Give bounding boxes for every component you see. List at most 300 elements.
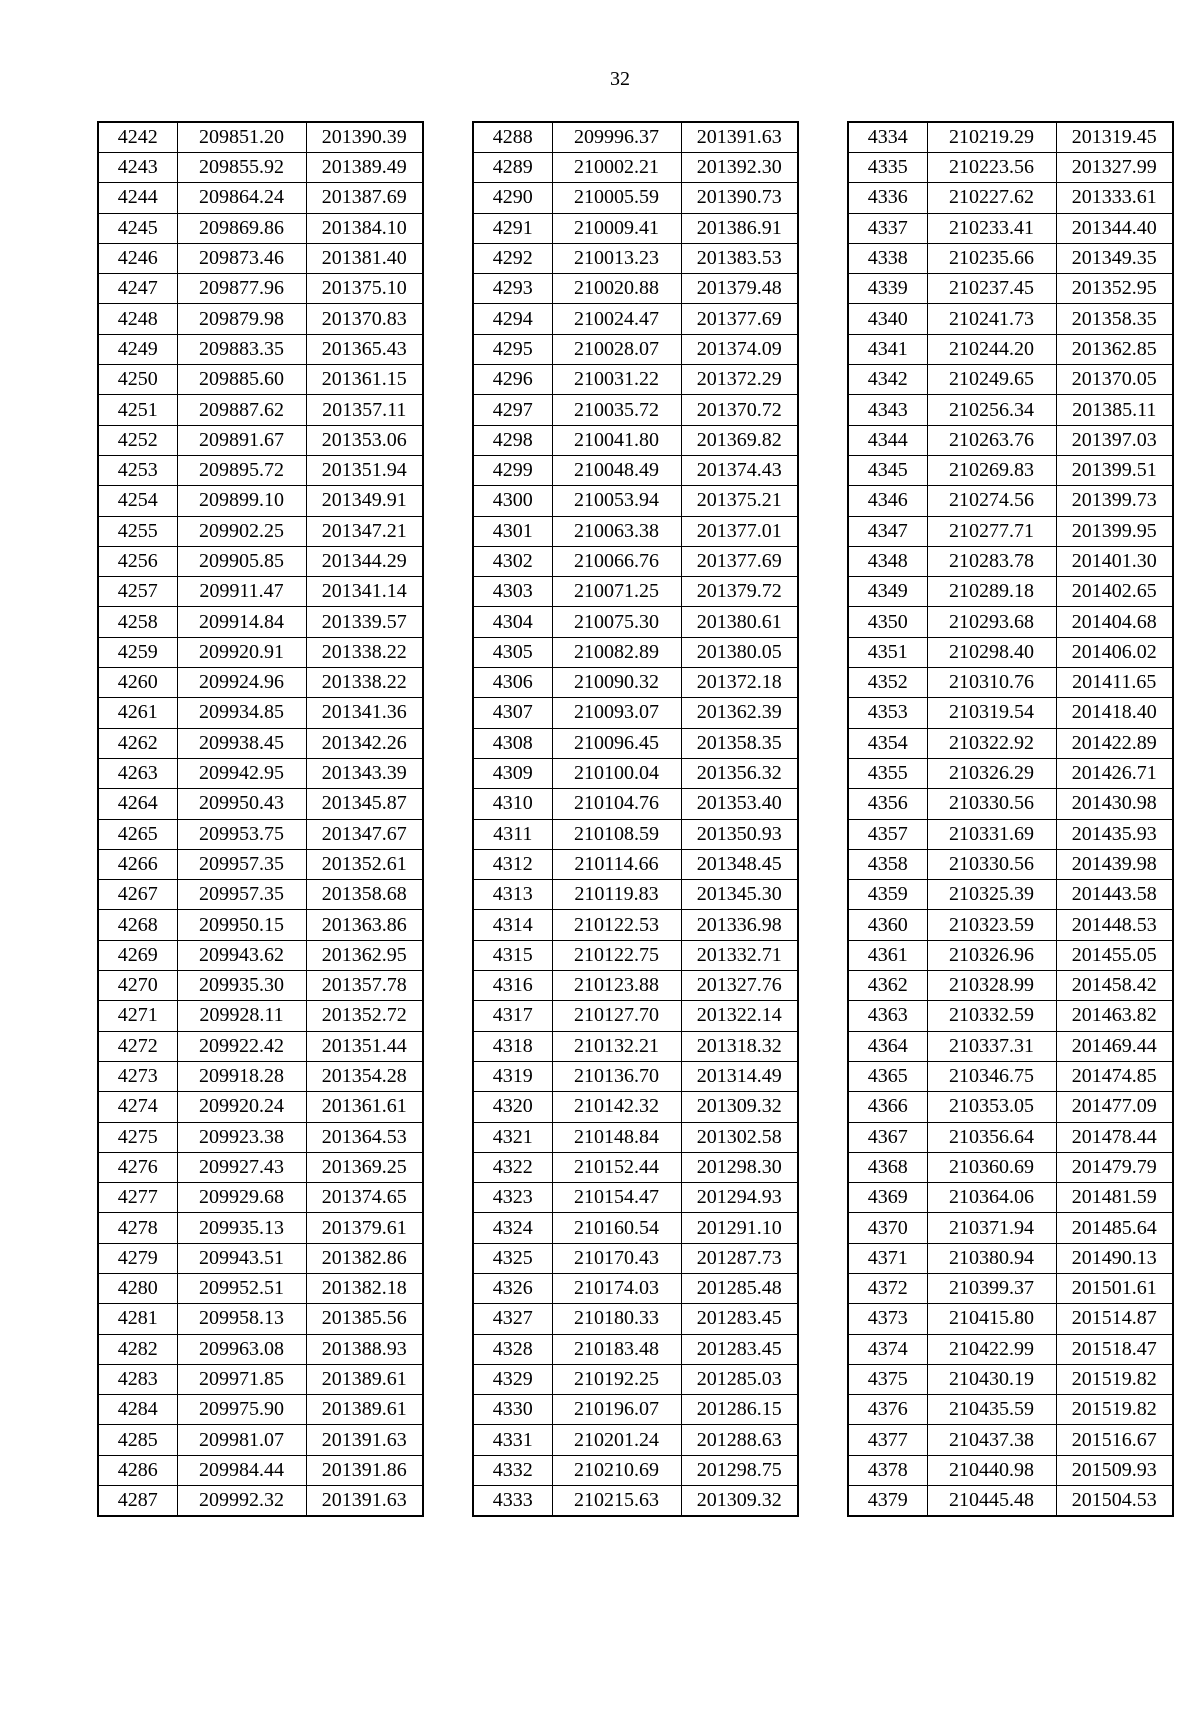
y-coordinate-cell: 201379.48 bbox=[681, 274, 798, 304]
table-row bbox=[98, 1364, 423, 1394]
y-coordinate-cell: 201411.65 bbox=[1056, 668, 1173, 698]
x-coordinate-cell: 209963.08 bbox=[177, 1334, 306, 1364]
y-coordinate-cell: 201399.51 bbox=[1056, 455, 1173, 485]
table-row bbox=[848, 607, 1173, 637]
table-row bbox=[848, 395, 1173, 425]
point-number-cell: 4274 bbox=[98, 1092, 177, 1122]
x-coordinate-cell: 210353.05 bbox=[927, 1092, 1056, 1122]
table-row bbox=[98, 849, 423, 879]
table-row bbox=[848, 1304, 1173, 1334]
point-number-cell: 4367 bbox=[848, 1122, 927, 1152]
table-row bbox=[473, 849, 798, 879]
point-number-cell: 4337 bbox=[848, 213, 927, 243]
y-coordinate-cell: 201430.98 bbox=[1056, 789, 1173, 819]
x-coordinate-cell: 210269.83 bbox=[927, 455, 1056, 485]
point-number-cell: 4328 bbox=[473, 1334, 552, 1364]
point-number-cell: 4341 bbox=[848, 334, 927, 364]
y-coordinate-cell: 201388.93 bbox=[306, 1334, 423, 1364]
x-coordinate-cell: 210346.75 bbox=[927, 1061, 1056, 1091]
x-coordinate-cell: 210371.94 bbox=[927, 1213, 1056, 1243]
point-number-cell: 4313 bbox=[473, 880, 552, 910]
y-coordinate-cell: 201358.35 bbox=[1056, 304, 1173, 334]
point-number-cell: 4316 bbox=[473, 971, 552, 1001]
x-coordinate-cell: 209943.62 bbox=[177, 940, 306, 970]
point-number-cell: 4295 bbox=[473, 334, 552, 364]
point-number-cell: 4377 bbox=[848, 1425, 927, 1455]
x-coordinate-cell: 209869.86 bbox=[177, 213, 306, 243]
y-coordinate-cell: 201374.65 bbox=[306, 1183, 423, 1213]
y-coordinate-cell: 201504.53 bbox=[1056, 1486, 1173, 1517]
x-coordinate-cell: 210415.80 bbox=[927, 1304, 1056, 1334]
point-number-cell: 4370 bbox=[848, 1213, 927, 1243]
point-number-cell: 4245 bbox=[98, 213, 177, 243]
x-coordinate-cell: 210332.59 bbox=[927, 1001, 1056, 1031]
point-number-cell: 4344 bbox=[848, 425, 927, 455]
table-row bbox=[98, 1213, 423, 1243]
x-coordinate-cell: 210233.41 bbox=[927, 213, 1056, 243]
x-coordinate-cell: 209905.85 bbox=[177, 546, 306, 576]
x-coordinate-cell: 209935.30 bbox=[177, 971, 306, 1001]
point-number-cell: 4267 bbox=[98, 880, 177, 910]
x-coordinate-cell: 209911.47 bbox=[177, 577, 306, 607]
x-coordinate-cell: 210215.63 bbox=[552, 1486, 681, 1517]
x-coordinate-cell: 210283.78 bbox=[927, 546, 1056, 576]
x-coordinate-cell: 210227.62 bbox=[927, 183, 1056, 213]
x-coordinate-cell: 210435.59 bbox=[927, 1395, 1056, 1425]
table-row bbox=[473, 1425, 798, 1455]
table-row bbox=[98, 637, 423, 667]
x-coordinate-cell: 210114.66 bbox=[552, 849, 681, 879]
y-coordinate-cell: 201352.61 bbox=[306, 849, 423, 879]
y-coordinate-cell: 201370.05 bbox=[1056, 365, 1173, 395]
point-number-cell: 4311 bbox=[473, 819, 552, 849]
point-number-cell: 4325 bbox=[473, 1243, 552, 1273]
x-coordinate-cell: 209992.32 bbox=[177, 1486, 306, 1517]
x-coordinate-cell: 210005.59 bbox=[552, 183, 681, 213]
point-number-cell: 4288 bbox=[473, 122, 552, 153]
table-row bbox=[98, 304, 423, 334]
point-number-cell: 4301 bbox=[473, 516, 552, 546]
y-coordinate-cell: 201349.91 bbox=[306, 486, 423, 516]
point-number-cell: 4285 bbox=[98, 1425, 177, 1455]
y-coordinate-cell: 201344.40 bbox=[1056, 213, 1173, 243]
x-coordinate-cell: 210330.56 bbox=[927, 789, 1056, 819]
point-number-cell: 4289 bbox=[473, 153, 552, 183]
y-coordinate-cell: 201391.86 bbox=[306, 1455, 423, 1485]
y-coordinate-cell: 201474.85 bbox=[1056, 1061, 1173, 1091]
point-number-cell: 4275 bbox=[98, 1122, 177, 1152]
x-coordinate-cell: 210337.31 bbox=[927, 1031, 1056, 1061]
table-row bbox=[848, 728, 1173, 758]
y-coordinate-cell: 201389.61 bbox=[306, 1364, 423, 1394]
table-row bbox=[848, 122, 1173, 153]
y-coordinate-cell: 201298.75 bbox=[681, 1455, 798, 1485]
point-number-cell: 4258 bbox=[98, 607, 177, 637]
table-row bbox=[473, 455, 798, 485]
x-coordinate-cell: 209950.43 bbox=[177, 789, 306, 819]
point-number-cell: 4320 bbox=[473, 1092, 552, 1122]
table-row bbox=[473, 668, 798, 698]
x-coordinate-cell: 210020.88 bbox=[552, 274, 681, 304]
table-row bbox=[473, 971, 798, 1001]
table-row bbox=[98, 819, 423, 849]
y-coordinate-cell: 201386.91 bbox=[681, 213, 798, 243]
point-number-cell: 4358 bbox=[848, 849, 927, 879]
y-coordinate-cell: 201463.82 bbox=[1056, 1001, 1173, 1031]
table-row bbox=[473, 1243, 798, 1273]
point-number-cell: 4253 bbox=[98, 455, 177, 485]
point-number-cell: 4280 bbox=[98, 1273, 177, 1303]
point-number-cell: 4369 bbox=[848, 1183, 927, 1213]
point-number-cell: 4302 bbox=[473, 546, 552, 576]
x-coordinate-cell: 209924.96 bbox=[177, 668, 306, 698]
y-coordinate-cell: 201298.30 bbox=[681, 1152, 798, 1182]
point-number-cell: 4264 bbox=[98, 789, 177, 819]
y-coordinate-cell: 201458.42 bbox=[1056, 971, 1173, 1001]
table-row bbox=[473, 637, 798, 667]
y-coordinate-cell: 201365.43 bbox=[306, 334, 423, 364]
y-coordinate-cell: 201397.03 bbox=[1056, 425, 1173, 455]
x-coordinate-cell: 209920.91 bbox=[177, 637, 306, 667]
y-coordinate-cell: 201361.15 bbox=[306, 365, 423, 395]
point-number-cell: 4332 bbox=[473, 1455, 552, 1485]
table-row bbox=[473, 1395, 798, 1425]
point-number-cell: 4329 bbox=[473, 1364, 552, 1394]
y-coordinate-cell: 201354.28 bbox=[306, 1061, 423, 1091]
table-row bbox=[473, 1273, 798, 1303]
x-coordinate-cell: 210219.29 bbox=[927, 122, 1056, 153]
y-coordinate-cell: 201455.05 bbox=[1056, 940, 1173, 970]
point-number-cell: 4293 bbox=[473, 274, 552, 304]
y-coordinate-cell: 201302.58 bbox=[681, 1122, 798, 1152]
y-coordinate-cell: 201341.14 bbox=[306, 577, 423, 607]
table-row bbox=[848, 153, 1173, 183]
table-row bbox=[848, 1213, 1173, 1243]
table-row bbox=[98, 698, 423, 728]
table-row bbox=[98, 183, 423, 213]
point-number-cell: 4261 bbox=[98, 698, 177, 728]
point-number-cell: 4379 bbox=[848, 1486, 927, 1517]
y-coordinate-cell: 201418.40 bbox=[1056, 698, 1173, 728]
y-coordinate-cell: 201391.63 bbox=[306, 1425, 423, 1455]
point-number-cell: 4269 bbox=[98, 940, 177, 970]
table-row bbox=[98, 1395, 423, 1425]
table-row bbox=[848, 1183, 1173, 1213]
table-row bbox=[98, 1061, 423, 1091]
table-row bbox=[848, 1122, 1173, 1152]
table-row bbox=[98, 910, 423, 940]
table-row bbox=[848, 1092, 1173, 1122]
point-number-cell: 4244 bbox=[98, 183, 177, 213]
y-coordinate-cell: 201426.71 bbox=[1056, 758, 1173, 788]
x-coordinate-cell: 209957.35 bbox=[177, 880, 306, 910]
table-row bbox=[473, 758, 798, 788]
point-number-cell: 4355 bbox=[848, 758, 927, 788]
point-number-cell: 4326 bbox=[473, 1273, 552, 1303]
table-row bbox=[848, 1031, 1173, 1061]
table-row bbox=[98, 1092, 423, 1122]
y-coordinate-cell: 201501.61 bbox=[1056, 1273, 1173, 1303]
table-row bbox=[848, 971, 1173, 1001]
x-coordinate-cell: 210170.43 bbox=[552, 1243, 681, 1273]
point-number-cell: 4317 bbox=[473, 1001, 552, 1031]
point-number-cell: 4319 bbox=[473, 1061, 552, 1091]
x-coordinate-cell: 210445.48 bbox=[927, 1486, 1056, 1517]
y-coordinate-cell: 201333.61 bbox=[1056, 183, 1173, 213]
table-row bbox=[98, 1304, 423, 1334]
x-coordinate-cell: 210331.69 bbox=[927, 819, 1056, 849]
table-row bbox=[473, 153, 798, 183]
y-coordinate-cell: 201285.48 bbox=[681, 1273, 798, 1303]
y-coordinate-cell: 201514.87 bbox=[1056, 1304, 1173, 1334]
y-coordinate-cell: 201347.67 bbox=[306, 819, 423, 849]
table-row bbox=[848, 243, 1173, 273]
table-row bbox=[848, 789, 1173, 819]
table-row bbox=[848, 1001, 1173, 1031]
x-coordinate-cell: 210053.94 bbox=[552, 486, 681, 516]
x-coordinate-cell: 209873.46 bbox=[177, 243, 306, 273]
x-coordinate-cell: 209950.15 bbox=[177, 910, 306, 940]
table-row bbox=[98, 455, 423, 485]
point-number-cell: 4277 bbox=[98, 1183, 177, 1213]
x-coordinate-cell: 210293.68 bbox=[927, 607, 1056, 637]
point-number-cell: 4342 bbox=[848, 365, 927, 395]
table-row bbox=[473, 516, 798, 546]
table-row bbox=[98, 486, 423, 516]
y-coordinate-cell: 201389.61 bbox=[306, 1395, 423, 1425]
point-number-cell: 4349 bbox=[848, 577, 927, 607]
x-coordinate-cell: 210196.07 bbox=[552, 1395, 681, 1425]
point-number-cell: 4292 bbox=[473, 243, 552, 273]
x-coordinate-cell: 210437.38 bbox=[927, 1425, 1056, 1455]
table-row bbox=[473, 1213, 798, 1243]
y-coordinate-cell: 201377.69 bbox=[681, 546, 798, 576]
table-row bbox=[98, 1183, 423, 1213]
point-number-cell: 4363 bbox=[848, 1001, 927, 1031]
y-coordinate-cell: 201362.95 bbox=[306, 940, 423, 970]
point-number-cell: 4371 bbox=[848, 1243, 927, 1273]
point-number-cell: 4343 bbox=[848, 395, 927, 425]
x-coordinate-cell: 209864.24 bbox=[177, 183, 306, 213]
y-coordinate-cell: 201422.89 bbox=[1056, 728, 1173, 758]
table-row bbox=[473, 1001, 798, 1031]
x-coordinate-cell: 210090.32 bbox=[552, 668, 681, 698]
x-coordinate-cell: 210192.25 bbox=[552, 1364, 681, 1394]
coordinate-table-2 bbox=[472, 121, 799, 1517]
x-coordinate-cell: 210123.88 bbox=[552, 971, 681, 1001]
table-row bbox=[98, 940, 423, 970]
y-coordinate-cell: 201481.59 bbox=[1056, 1183, 1173, 1213]
table-row bbox=[98, 334, 423, 364]
point-number-cell: 4279 bbox=[98, 1243, 177, 1273]
point-number-cell: 4299 bbox=[473, 455, 552, 485]
x-coordinate-cell: 210119.83 bbox=[552, 880, 681, 910]
x-coordinate-cell: 210323.59 bbox=[927, 910, 1056, 940]
y-coordinate-cell: 201382.86 bbox=[306, 1243, 423, 1273]
point-number-cell: 4300 bbox=[473, 486, 552, 516]
page-number: 32 bbox=[610, 68, 630, 90]
point-number-cell: 4354 bbox=[848, 728, 927, 758]
table-row bbox=[98, 546, 423, 576]
point-number-cell: 4361 bbox=[848, 940, 927, 970]
table-row bbox=[848, 1486, 1173, 1517]
table-row bbox=[848, 183, 1173, 213]
y-coordinate-cell: 201343.39 bbox=[306, 758, 423, 788]
y-coordinate-cell: 201358.68 bbox=[306, 880, 423, 910]
table-row bbox=[98, 1273, 423, 1303]
point-number-cell: 4254 bbox=[98, 486, 177, 516]
table-row bbox=[848, 637, 1173, 667]
table-row bbox=[848, 1243, 1173, 1273]
table-row bbox=[98, 274, 423, 304]
table-row bbox=[473, 183, 798, 213]
point-number-cell: 4256 bbox=[98, 546, 177, 576]
y-coordinate-cell: 201314.49 bbox=[681, 1061, 798, 1091]
y-coordinate-cell: 201350.93 bbox=[681, 819, 798, 849]
point-number-cell: 4262 bbox=[98, 728, 177, 758]
table-row bbox=[848, 425, 1173, 455]
y-coordinate-cell: 201352.72 bbox=[306, 1001, 423, 1031]
x-coordinate-cell: 209902.25 bbox=[177, 516, 306, 546]
x-coordinate-cell: 209883.35 bbox=[177, 334, 306, 364]
point-number-cell: 4281 bbox=[98, 1304, 177, 1334]
y-coordinate-cell: 201375.21 bbox=[681, 486, 798, 516]
y-coordinate-cell: 201338.22 bbox=[306, 637, 423, 667]
point-number-cell: 4308 bbox=[473, 728, 552, 758]
y-coordinate-cell: 201358.35 bbox=[681, 728, 798, 758]
point-number-cell: 4339 bbox=[848, 274, 927, 304]
y-coordinate-cell: 201357.78 bbox=[306, 971, 423, 1001]
table-row bbox=[848, 1061, 1173, 1091]
x-coordinate-cell: 210277.71 bbox=[927, 516, 1056, 546]
table-row bbox=[473, 1334, 798, 1364]
y-coordinate-cell: 201401.30 bbox=[1056, 546, 1173, 576]
point-number-cell: 4249 bbox=[98, 334, 177, 364]
y-coordinate-cell: 201348.45 bbox=[681, 849, 798, 879]
y-coordinate-cell: 201370.72 bbox=[681, 395, 798, 425]
point-number-cell: 4347 bbox=[848, 516, 927, 546]
table-row bbox=[848, 1425, 1173, 1455]
table-row bbox=[848, 365, 1173, 395]
point-number-cell: 4351 bbox=[848, 637, 927, 667]
y-coordinate-cell: 201353.40 bbox=[681, 789, 798, 819]
x-coordinate-cell: 209914.84 bbox=[177, 607, 306, 637]
point-number-cell: 4246 bbox=[98, 243, 177, 273]
table-row bbox=[98, 213, 423, 243]
x-coordinate-cell: 210063.38 bbox=[552, 516, 681, 546]
y-coordinate-cell: 201287.73 bbox=[681, 1243, 798, 1273]
point-number-cell: 4322 bbox=[473, 1152, 552, 1182]
y-coordinate-cell: 201435.93 bbox=[1056, 819, 1173, 849]
y-coordinate-cell: 201374.09 bbox=[681, 334, 798, 364]
x-coordinate-cell: 210289.18 bbox=[927, 577, 1056, 607]
y-coordinate-cell: 201362.85 bbox=[1056, 334, 1173, 364]
y-coordinate-cell: 201379.72 bbox=[681, 577, 798, 607]
table-row bbox=[98, 728, 423, 758]
x-coordinate-cell: 210274.56 bbox=[927, 486, 1056, 516]
point-number-cell: 4314 bbox=[473, 910, 552, 940]
y-coordinate-cell: 201385.11 bbox=[1056, 395, 1173, 425]
point-number-cell: 4243 bbox=[98, 153, 177, 183]
point-number-cell: 4294 bbox=[473, 304, 552, 334]
y-coordinate-cell: 201288.63 bbox=[681, 1425, 798, 1455]
coordinate-table-3 bbox=[847, 121, 1174, 1517]
y-coordinate-cell: 201391.63 bbox=[306, 1486, 423, 1517]
x-coordinate-cell: 209975.90 bbox=[177, 1395, 306, 1425]
table-row bbox=[98, 789, 423, 819]
point-number-cell: 4331 bbox=[473, 1425, 552, 1455]
point-number-cell: 4252 bbox=[98, 425, 177, 455]
table-row bbox=[473, 1152, 798, 1182]
y-coordinate-cell: 201518.47 bbox=[1056, 1334, 1173, 1364]
x-coordinate-cell: 210104.76 bbox=[552, 789, 681, 819]
y-coordinate-cell: 201327.76 bbox=[681, 971, 798, 1001]
y-coordinate-cell: 201318.32 bbox=[681, 1031, 798, 1061]
table-row bbox=[98, 668, 423, 698]
y-coordinate-cell: 201406.02 bbox=[1056, 637, 1173, 667]
table-row bbox=[98, 243, 423, 273]
table-row bbox=[98, 1455, 423, 1485]
table-row bbox=[473, 1486, 798, 1517]
x-coordinate-cell: 210160.54 bbox=[552, 1213, 681, 1243]
point-number-cell: 4330 bbox=[473, 1395, 552, 1425]
x-coordinate-cell: 210154.47 bbox=[552, 1183, 681, 1213]
y-coordinate-cell: 201285.03 bbox=[681, 1364, 798, 1394]
point-number-cell: 4348 bbox=[848, 546, 927, 576]
point-number-cell: 4259 bbox=[98, 637, 177, 667]
table-row bbox=[98, 1243, 423, 1273]
point-number-cell: 4251 bbox=[98, 395, 177, 425]
table-row bbox=[848, 334, 1173, 364]
table-row bbox=[473, 880, 798, 910]
x-coordinate-cell: 210322.92 bbox=[927, 728, 1056, 758]
x-coordinate-cell: 210122.53 bbox=[552, 910, 681, 940]
x-coordinate-cell: 210241.73 bbox=[927, 304, 1056, 334]
table-row bbox=[98, 1334, 423, 1364]
table-row bbox=[98, 365, 423, 395]
y-coordinate-cell: 201351.94 bbox=[306, 455, 423, 485]
table-row bbox=[98, 577, 423, 607]
y-coordinate-cell: 201390.39 bbox=[306, 122, 423, 153]
x-coordinate-cell: 210244.20 bbox=[927, 334, 1056, 364]
point-number-cell: 4374 bbox=[848, 1334, 927, 1364]
x-coordinate-cell: 209981.07 bbox=[177, 1425, 306, 1455]
table-row bbox=[848, 1273, 1173, 1303]
x-coordinate-cell: 210136.70 bbox=[552, 1061, 681, 1091]
y-coordinate-cell: 201509.93 bbox=[1056, 1455, 1173, 1485]
y-coordinate-cell: 201380.61 bbox=[681, 607, 798, 637]
table-row bbox=[848, 940, 1173, 970]
y-coordinate-cell: 201389.49 bbox=[306, 153, 423, 183]
y-coordinate-cell: 201341.36 bbox=[306, 698, 423, 728]
point-number-cell: 4353 bbox=[848, 698, 927, 728]
table-row bbox=[848, 698, 1173, 728]
y-coordinate-cell: 201370.83 bbox=[306, 304, 423, 334]
table-row bbox=[848, 274, 1173, 304]
table-row bbox=[473, 1364, 798, 1394]
point-number-cell: 4304 bbox=[473, 607, 552, 637]
table-row bbox=[848, 1152, 1173, 1182]
point-number-cell: 4255 bbox=[98, 516, 177, 546]
point-number-cell: 4378 bbox=[848, 1455, 927, 1485]
point-number-cell: 4373 bbox=[848, 1304, 927, 1334]
y-coordinate-cell: 201485.64 bbox=[1056, 1213, 1173, 1243]
x-coordinate-cell: 210183.48 bbox=[552, 1334, 681, 1364]
y-coordinate-cell: 201294.93 bbox=[681, 1183, 798, 1213]
table-row bbox=[98, 971, 423, 1001]
point-number-cell: 4366 bbox=[848, 1092, 927, 1122]
x-coordinate-cell: 209879.98 bbox=[177, 304, 306, 334]
